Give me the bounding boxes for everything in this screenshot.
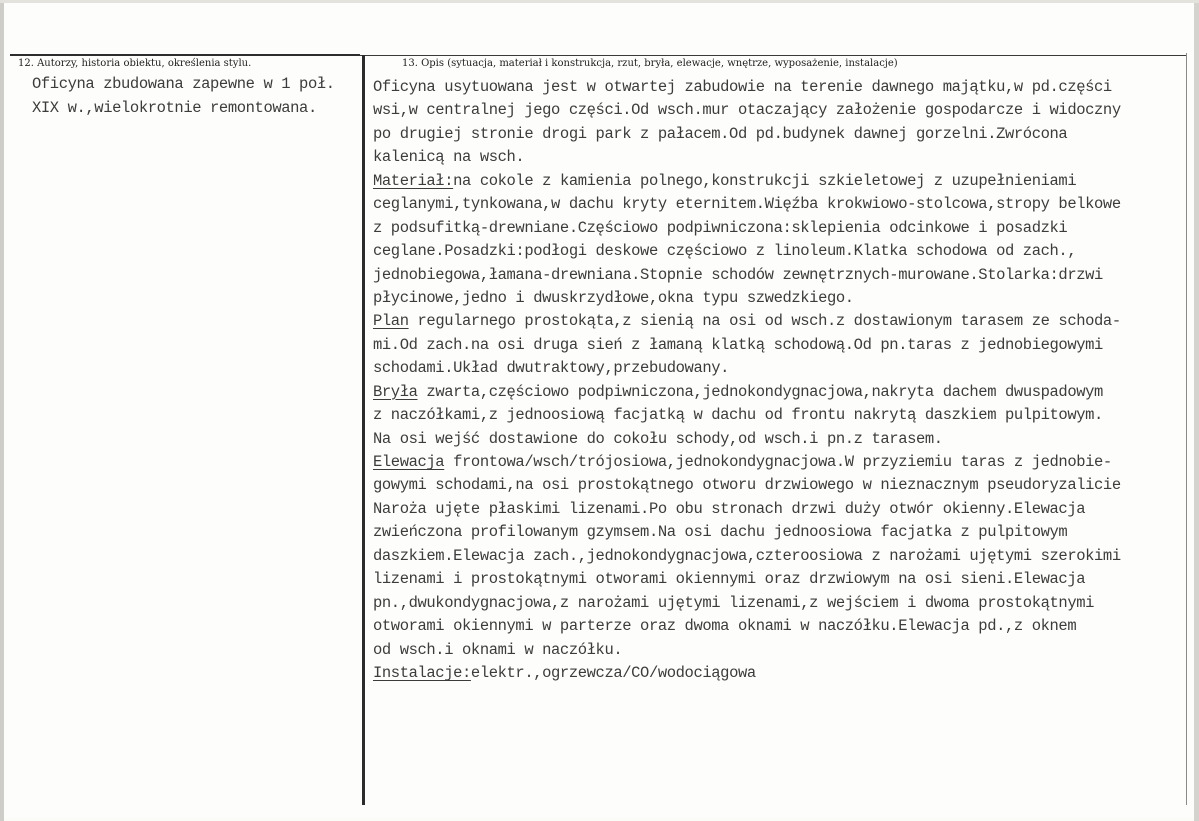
column-divider [362,55,365,805]
description-line: pn.,dwukondygnacjowa,z narożami ujętymi lizenami,z wejściem i dwoma prostokątnymi [373,593,1095,612]
description-line: kalenicą na wsch. [373,148,525,167]
heading-bryla: Bryła [373,382,418,401]
description-line: Plan regularnego prostokąta,z sienią na osi od wsch.z dostawionym tarasem ze schoda- [373,312,1121,331]
description-line: gowymi schodami,na osi prostokątnego otworu drzwiowego w nieznacznym pseudoryzalicie [373,476,1121,495]
section-13-label: 13. Opis (sytuacja, materiał i konstrukcja, rzut, bryła, elewacje, wnętrze, wyposażenie, instalacje) [402,58,898,69]
heading-instalacje: Instalacje: [373,663,471,682]
description-line: Elewacja frontowa/wsch/trójosiowa,jednokondygnacjowa.W przyziemiu taras z jednobie- [373,453,1112,471]
section-12-label: 12. Autorzy, historia obiektu, określenia stylu. [18,58,252,69]
history-text [32,73,335,120]
description-line: Instalacje:elektr.,ogrzewcza/CO/wodociągowa [373,663,756,682]
description-line: Bryła zwarta,częściowo podpiwniczona,jednokondygnacjowa,nakryta dachem dwuspadowym [373,382,1103,401]
description-line: płycinowe,jedno i dwuskrzydłowe,okna typu szwedzkiego. [373,288,854,307]
description-line: Oficyna usytuowana jest w otwartej zabudowie na terenie dawnego majątku,w pd.części [373,78,1112,96]
description-line: z podsufitką-drewniane.Częściowo podpiwniczona:sklepienia odcinkowe i posadzki [373,218,1068,237]
description-line: Materiał:na cokole z kamienia polnego,konstrukcji szkieletowej z uzupełnieniami [373,171,1077,190]
description-line: zwieńczona profilowanym gzymsem.Na osi dachu jednoosiowa facjatka z pulpitowym [373,523,1068,542]
description-line: wsi,w centralnej jego części.Od wsch.mur otaczający założenie gospodarcze i widoczny [373,101,1121,120]
description-line: jednobiegowa,łamana-drewniana.Stopnie schodów zewnętrznych-murowane.Stolarka:drzwi [373,265,1103,284]
description-line: mi.Od zach.na osi druga sień z łamaną klatką schodową.Od pn.taras z jednobiegowymi [373,335,1103,354]
history-line: XIX w.,wielokrotnie remontowana. [32,98,317,117]
sheet-left-edge [0,3,4,821]
description-line: ceglane.Posadzki:podłogi deskowe częściowo z linoleum.Klatka schodowa od zach., [373,242,1077,261]
heading-plan: Plan [373,312,409,331]
history-line: Oficyna zbudowana zapewne w 1 poł. [32,75,335,93]
description-line: otworami okiennymi w parterze oraz dwoma oknami w naczółku.Elewacja pd.,z oknem [373,617,1077,636]
description-line: ceglanymi,tynkowana,w dachu kryty eternitem.Więźba krokwiowo-stolcowa,stropy belkowe [373,195,1121,214]
description-line: schodami.Układ dwutraktowy,przebudowany. [373,359,730,378]
header-rule-left [10,54,360,56]
description-line: z naczółkami,z jednoosiową facjatką w dachu od frontu nakrytą daszkiem pulpitowym. [373,406,1103,425]
description-line: od wsch.i oknami w naczółku. [373,640,623,659]
heading-material: Materiał: [373,171,454,190]
description-line: Naroża ujęte płaskimi lizenami.Po obu stronach drzwi duży otwór okienny.Elewacja [373,499,1086,518]
description-line: Na osi wejść dostawione do cokołu schody,od wsch.i pn.z tarasem. [373,429,943,448]
right-border [1186,53,1187,805]
heading-elewacja: Elewacja [373,453,445,471]
sheet-right-edge [1194,3,1199,821]
description-line: daszkiem.Elewacja zach.,jednokondygnacjowa,czteroosiowa z narożami ujętymi szerokimi [373,546,1121,565]
description-text [373,76,1121,685]
description-line: lizenami i prostokątnymi otworami okiennymi oraz drzwiowym na osi sieni.Elewacja [373,570,1086,589]
description-line: po drugiej stronie drogi park z pałacem.Od pd.budynek dawnej gorzelni.Zwrócona [373,124,1068,143]
